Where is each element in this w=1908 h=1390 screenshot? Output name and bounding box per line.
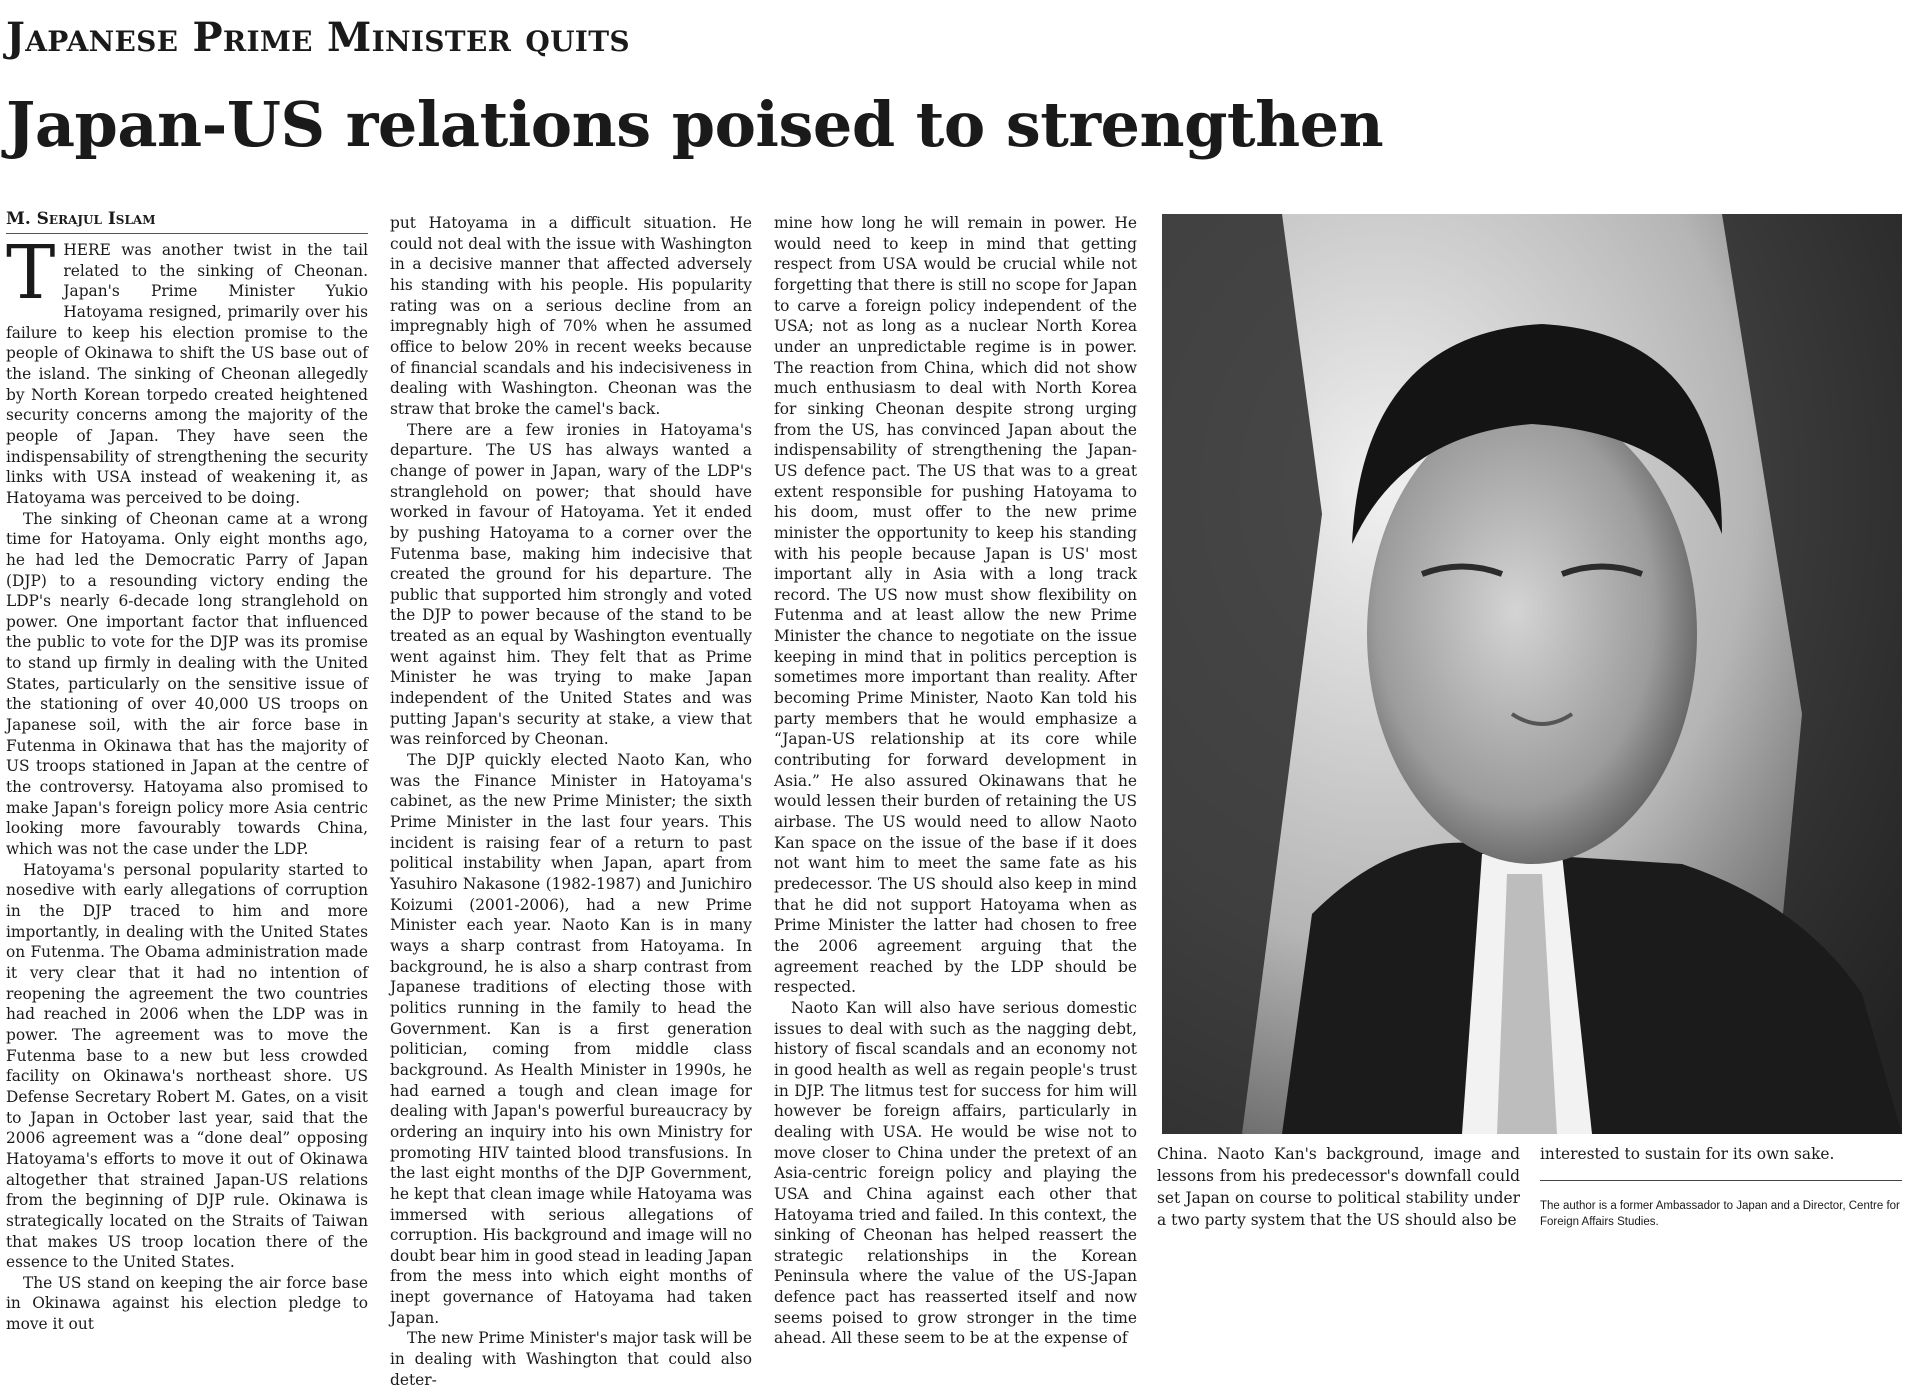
paragraph: Hatoyama's personal popularity started to nosedive with early allegations of corruption in the DJP traced to him and more importantly, in dealing with the United States on Futenma. The Obama administration made it very clear that it had no intention of reopening the agreement the two countries had reached in 2006 when the LDP was in power. The agreement was to move the Futenma base to a new but less crowded facility on Okinawa's northeast shore. US Defense Secretary Robert M. Gates, on a visit to Japan in October last year, said that the 2006 agreement was a “done deal” opposing Hatoyama's efforts to move it out of Okinawa altogether that strained Japan-US relations from the beginning of DJP rule. Okinawa is strategically located on the Straits of Taiwan that makes US troop location there of the essence to the United States. bbox=[6, 860, 368, 1272]
paragraph: The US stand on keeping the air force base in Okinawa against his election pledge to move it out bbox=[6, 1273, 368, 1334]
paragraph: Naoto Kan will also have serious domestic issues to deal with such as the nagging debt, history of fiscal scandals and an economy not in good health as well as regain people's trust in DJP. The litmus test for success for him will however be foreign affairs, particularly in dealing with USA. He would be wise not to move closer to China under the pretext of an Asia-centric foreign policy and playing the USA and China against each other that Hatoyama tried and failed. In this context, the sinking of Cheonan has helped reassert the strategic relationships in the Korean Peninsula where the value of the US-Japan defence pact has reasserted itself and now seems poised to grow stronger in the time ahead. All these seem to be at the expense of bbox=[774, 998, 1137, 1348]
paragraph: There are a few ironies in Hatoyama's departure. The US has always wanted a change of power in Japan, wary of the LDP's stranglehold on power; that should have worked in favour of Hatoyama. Yet it ended by pushing Hatoyama to a corner over the Futenma base, making him indecisive that created the ground for his departure. The public that supported him strongly and voted the DJP to power because of the stand to be treated as an equal by Washington eventually went against him. They felt that as Prime Minister he was trying to make Japan independent of the United States and was putting Japan's security at stake, a view that was reinforced by Cheonan. bbox=[390, 420, 752, 749]
author-note: The author is a former Ambassador to Japan and a Director, Centre for Foreign Affairs Studies. bbox=[1540, 1200, 1900, 1228]
paragraph: interested to sustain for its own sake. bbox=[1540, 1145, 1835, 1163]
article-column-2 bbox=[390, 213, 752, 1389]
headline: Japan-US relations poised to strengthen bbox=[6, 88, 1384, 161]
article-column-1 bbox=[6, 230, 368, 1334]
divider bbox=[1540, 1180, 1902, 1181]
paragraph: The DJP quickly elected Naoto Kan, who was the Finance Minister in Hatoyama's cabinet, as the new Prime Minister; the sixth Prime Minister in the last four years. This incident is raising fear of a return to past political instability when Japan, apart from Yasuhiro Nakasone (1982-1987) and Junichiro Koizumi (2001-2006), had a new Prime Minister each year. Naoto Kan is in many ways a sharp contrast from Hatoyama. In background, he is also a sharp contrast from Japanese traditions of electing those with politics running in the family to head the Government. Kan is a first generation politician, coming from middle class background. As Health Minister in 1990s, he had earned a tough and clean image for dealing with Japan's powerful bureaucracy by ordering an inquiry into his own Ministry for promoting HIV tainted blood transfusions. In the last eight months of the DJP Government, he kept that clean image while Hatoyama was immersed with serious allegations of corruption. His background and image will no doubt bear him in good stead in leading Japan from the mess into which eight months of inept governance of Hatoyama had taken Japan. bbox=[390, 751, 752, 1327]
kicker: Japanese Prime Minister quits bbox=[6, 14, 630, 61]
paragraph: mine how long he will remain in power. He would need to keep in mind that getting respect from USA would be crucial while not forgetting that there is still no scope for Japan to carve a foreign policy independent of the USA; not as long as a nuclear North Korea under an unpredictable regime is in power. The reaction from China, which did not show much enthusiasm to deal with North Korea for sinking Cheonan despite strong urging from the US, has convinced Japan about the indispensability of strengthening the Japan-US defence pact. The US that was to a great extent responsible for pushing Hatoyama to his doom, must offer to the new prime minister the opportunity to keep his standing with his people because Japan is US' most important ally in Asia with a long track record. The US now must show flexibility on Futenma and at least allow the new Prime Minister the chance to negotiate on the issue keeping in mind that in politics perception is sometimes more important than reality. After becoming Prime Minister, Naoto Kan told his party members that he would emphasize a “Japan-US relationship at its core while contributing for forward development in Asia.” He also assured Okinawans that he would lessen their burden of retaining the US airbase. The US would need to allow Naoto Kan space on the issue of the base if it does not want him to meet the same fate as his predecessor. The US should also keep in mind that he did not support Hatoyama when as Prime Minister the latter had chosen to free the 2006 agreement arguing that the agreement reached by the LDP should be respected. bbox=[774, 214, 1137, 997]
article-column-3 bbox=[774, 213, 1137, 1348]
article-column-5 bbox=[1540, 1143, 1902, 1165]
article-column-4 bbox=[1157, 1143, 1520, 1239]
portrait-illustration bbox=[1162, 214, 1902, 1134]
paragraph: The sinking of Cheonan came at a wrong time for Hatoyama. Only eight months ago, he had led the Democratic Parry of Japan (DJP) to a resounding victory ending the LDP's nearly 6-decade long stranglehold on power. One important factor that influenced the public to vote for the DJP was its promise to stand up firmly in dealing with the United States, particularly on the sensitive issue of the stationing of over 40,000 US troops on Japanese soil, with the air force base in Futenma in Okinawa that has the majority of US troops stationed in Japan at the centre of the controversy. Hatoyama also promised to make Japan's foreign policy more Asia centric looking more favourably towards China, which was not the case under the LDP. bbox=[6, 509, 368, 859]
paragraph: China. Naoto Kan's background, image and lessons from his predecessor's downfall could set Japan on course to political stability under a two party system that the US should also be bbox=[1157, 1145, 1520, 1229]
paragraph: The new Prime Minister's major task will be in dealing with Washington that could also deter- bbox=[390, 1329, 752, 1389]
portrait-photo bbox=[1162, 214, 1902, 1134]
byline: M. Serajul Islam bbox=[6, 209, 368, 234]
drop-cap: T bbox=[6, 230, 56, 316]
paragraph: put Hatoyama in a difficult situation. He could not deal with the issue with Washington in a decisive manner that affected adversely his standing with his people. His popularity rating was on a serious decline from an impregnably high of 70% when he assumed office to below 20% in recent weeks because of financial scandals and his indecisiveness in dealing with Washington. Cheonan was the straw that broke the camel's back. bbox=[390, 214, 752, 418]
paragraph: THERE was another twist in the tail related to the sinking of Cheonan. Japan's Prime Minister Yukio Hatoyama resigned, primarily over his failure to keep his election promise to the people of Okinawa to shift the US base out of the island. The sinking of Cheonan allegedly by North Korean torpedo created heightened security concerns among the majority of the people of Japan. They have seen the indispensability of strengthening the security links with USA instead of weakening it, as Hatoyama was perceived to be doing. bbox=[6, 230, 368, 507]
